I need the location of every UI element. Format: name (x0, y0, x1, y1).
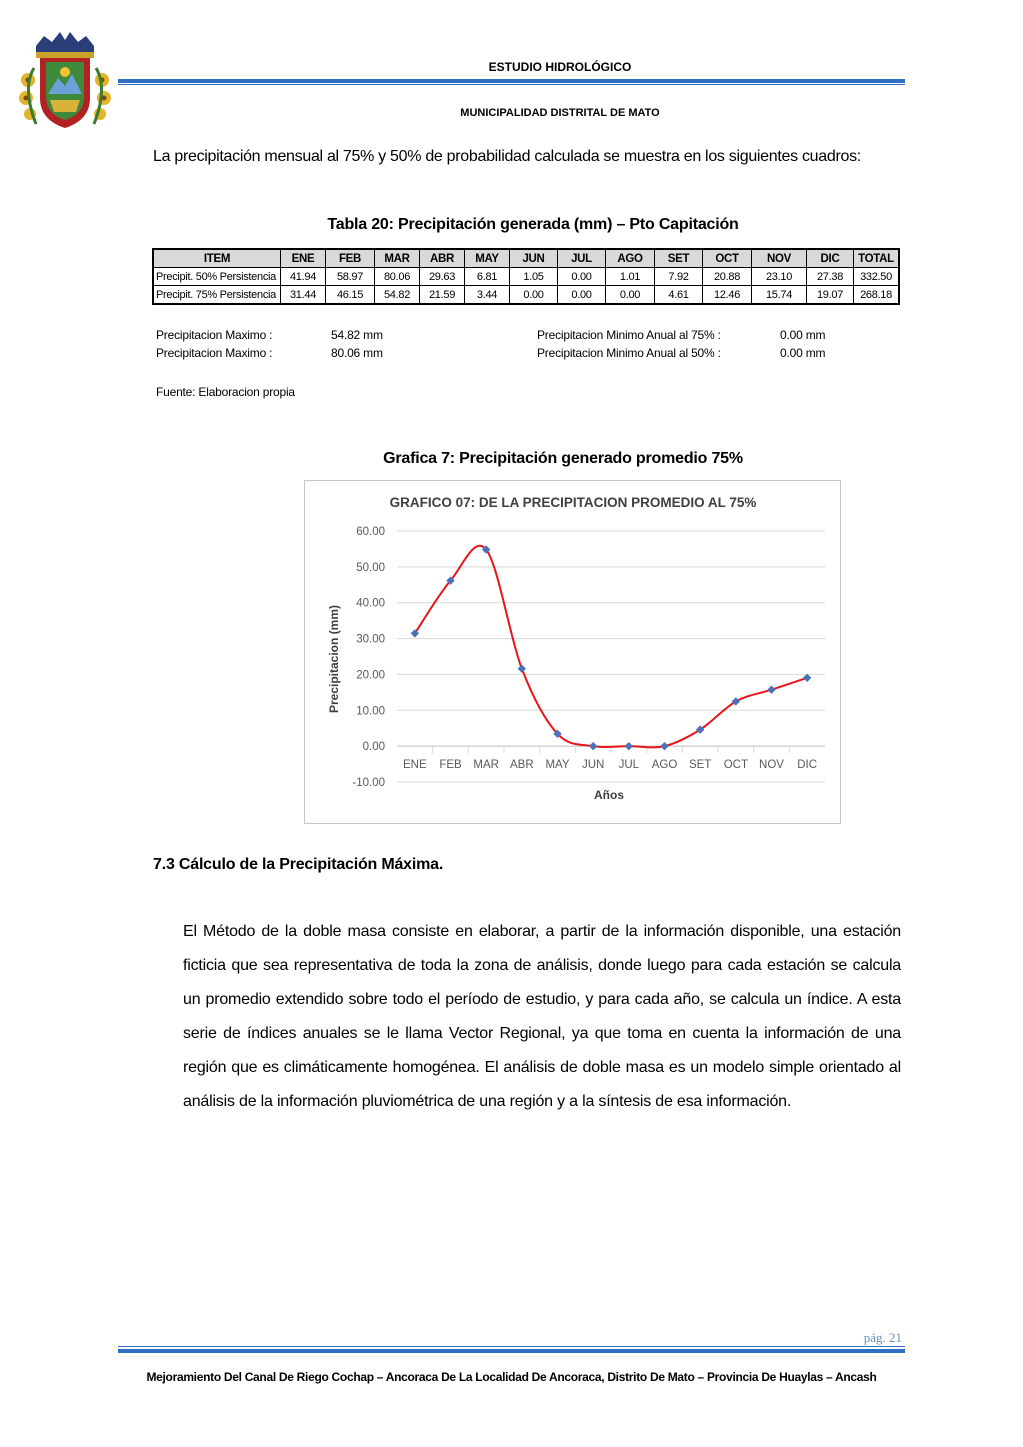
stat-min50-value: 0.00 mm (780, 346, 826, 360)
y-axis-label: Precipitacion (mm) (327, 604, 341, 714)
header-rule (118, 79, 905, 83)
table-cell: 12.46 (703, 286, 752, 305)
table-cell: 6.81 (465, 268, 510, 286)
stat-max75-value: 54.82 mm (331, 328, 383, 342)
precipitation-line-chart (305, 481, 840, 823)
x-tick-label: ABR (510, 759, 534, 772)
data-point (589, 742, 597, 750)
stat-min75-value: 0.00 mm (780, 328, 826, 342)
col-header: SET (655, 249, 703, 268)
col-header: DIC (807, 249, 854, 268)
table-cell: 23.10 (752, 268, 807, 286)
table-cell: 7.92 (655, 268, 703, 286)
x-tick-label: FEB (439, 759, 462, 772)
footer-text: Mejoramiento Del Canal De Riego Cochap – Ancoraca De La Localidad De Ancoraca, Distrito De Mato – Provincia De Huaylas – Ancash (146, 1370, 877, 1384)
municipal-coat-of-arms-icon (14, 28, 116, 132)
col-header: ITEM (153, 249, 281, 268)
y-tick-label: 10.00 (356, 705, 385, 718)
y-tick-label: -10.00 (352, 777, 385, 789)
footer-rule (118, 1349, 905, 1353)
table-cell: 15.74 (752, 286, 807, 305)
x-tick-label: OCT (723, 759, 748, 772)
col-header: ABR (420, 249, 465, 268)
source-note: Fuente: Elaboracion propia (156, 385, 295, 399)
y-tick-label: 30.00 (356, 633, 385, 646)
header-title: ESTUDIO HIDROLÓGICO (488, 60, 632, 74)
y-tick-label: 0.00 (362, 741, 385, 754)
table-row (153, 268, 899, 286)
table-cell: 1.01 (606, 268, 655, 286)
table-cell: 332.50 (854, 268, 900, 286)
stat-min50-label: Precipitacion Minimo Anual al 50% : (537, 346, 721, 360)
x-tick-label: JUL (618, 759, 640, 772)
x-tick-label: DIC (797, 759, 818, 772)
col-header: TOTAL (854, 249, 900, 268)
stat-max50-value: 80.06 mm (331, 346, 383, 360)
col-header: JUN (510, 249, 558, 268)
header-subtitle: MUNICIPALIDAD DISTRITAL DE MATO (460, 107, 660, 119)
table-cell: 58.97 (326, 268, 375, 286)
header-rule-thin (118, 84, 905, 85)
table-cell: 29.63 (420, 268, 465, 286)
y-tick-label: 50.00 (356, 561, 385, 574)
table-cell: 21.59 (420, 286, 465, 305)
x-tick-label: MAR (473, 759, 499, 772)
table-cell: 4.61 (655, 286, 703, 305)
table-cell: 0.00 (558, 286, 606, 305)
col-header: MAR (375, 249, 420, 268)
x-tick-label: SET (688, 759, 712, 772)
x-tick-label: AGO (651, 759, 678, 772)
table-cell: 0.00 (558, 268, 606, 286)
table-cell: 46.15 (326, 286, 375, 305)
table-cell: 0.00 (606, 286, 655, 305)
col-header: OCT (703, 249, 752, 268)
data-point (767, 686, 775, 694)
table-row (153, 286, 899, 305)
x-tick-label: ENE (403, 759, 427, 772)
page-number: pág. 21 (863, 1330, 902, 1345)
table-cell: 20.88 (703, 268, 752, 286)
data-point (660, 742, 668, 750)
table-cell: 268.18 (854, 286, 900, 305)
col-header: AGO (606, 249, 655, 268)
x-tick-label: NOV (759, 759, 784, 772)
table-cell: 31.44 (281, 286, 326, 305)
stat-max50-label: Precipitacion Maximo : (156, 346, 273, 360)
data-point (625, 742, 633, 750)
footer-rule-thin (118, 1346, 905, 1347)
intro-text: La precipitación mensual al 75% y 50% de probabilidad calculada se muestra en los siguientes cuadros: (153, 148, 861, 165)
table-cell: 19.07 (807, 286, 854, 305)
table-cell: 27.38 (807, 268, 854, 286)
col-header: ENE (281, 249, 326, 268)
table-cell: 3.44 (465, 286, 510, 305)
col-header: JUL (558, 249, 606, 268)
row-label: Precipit. 75% Persistencia (153, 286, 281, 305)
y-tick-label: 40.00 (356, 597, 385, 610)
table-cell: 1.05 (510, 268, 558, 286)
y-tick-label: 20.00 (356, 669, 385, 682)
table-title: Tabla 20: Precipitación generada (mm) – Pto Capitación (327, 216, 739, 233)
stat-min75-label: Precipitacion Minimo Anual al 75% : (537, 328, 721, 342)
precipitation-table (152, 248, 900, 305)
col-header: MAY (465, 249, 510, 268)
x-axis-label: Años (594, 788, 624, 802)
series-line (415, 546, 807, 748)
stat-max75-label: Precipitacion Maximo : (156, 328, 273, 342)
row-label: Precipit. 50% Persistencia (153, 268, 281, 286)
section-paragraph: El Método de la doble masa consiste en elaborar, a partir de la información disponible, una estación ficticia que sea representativa de toda la zona de análisis, donde luego para cada estación se calcula un promedio extendido sobre todo el período de estudio, y para cada año, se calcula un índice. A esta serie de índices anuales se le llama Vector Regional, ya que toma en cuenta la información de una región que es climáticamente homogénea. El análisis de doble masa es un modelo simple orientado al análisis de la información pluviométrica de una región y a la síntesis de esa información. (183, 923, 901, 1110)
table-header-row (153, 249, 899, 268)
col-header: NOV (752, 249, 807, 268)
figure-title: Grafica 7: Precipitación generado promedio 75% (383, 450, 743, 467)
table-cell: 80.06 (375, 268, 420, 286)
chart-title: GRAFICO 07: DE LA PRECIPITACION PROMEDIO AL 75% (389, 495, 757, 510)
data-point (518, 665, 526, 673)
chart-frame (304, 480, 841, 824)
section-heading: 7.3 Cálculo de la Precipitación Máxima. (153, 856, 444, 873)
y-tick-label: 60.00 (356, 526, 385, 538)
table-cell: 54.82 (375, 286, 420, 305)
x-tick-label: MAY (545, 759, 570, 772)
col-header: FEB (326, 249, 375, 268)
x-tick-label: JUN (581, 759, 605, 772)
table-cell: 0.00 (510, 286, 558, 305)
table-cell: 41.94 (281, 268, 326, 286)
